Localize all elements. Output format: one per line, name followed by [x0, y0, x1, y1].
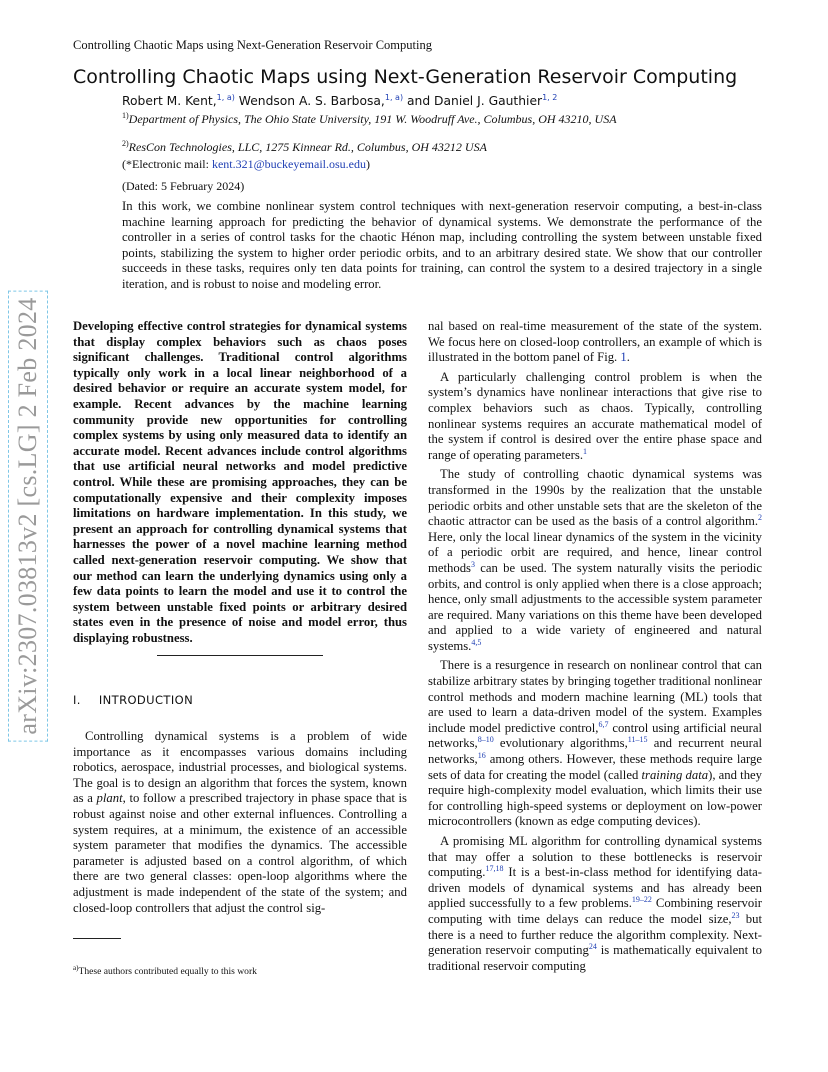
- figure-1-link[interactable]: 1: [620, 350, 627, 365]
- right-p4-text-c: Combining reservoir computing with time delays can reduce the model size,: [428, 896, 762, 926]
- citation-2[interactable]: 2: [758, 512, 762, 522]
- citation-4-5[interactable]: 4,5: [471, 637, 482, 647]
- right-paragraph-2: [428, 467, 762, 654]
- lead-paragraph: [73, 319, 407, 646]
- intro-p1-text-a: Controlling dynamical systems is a problem of wide importance as it encompasses various domains including robotics, aerospace, industrial processes, and biological systems. The goal is to design an algorithm that forces the system, known as a: [73, 729, 407, 806]
- email-prefix: (*Electronic mail:: [122, 157, 212, 171]
- section-heading: [73, 693, 193, 707]
- intro-left-column: [73, 729, 407, 916]
- section-title: INTRODUCTION: [98, 693, 194, 707]
- right-p3-training-data: training data: [641, 767, 709, 782]
- author-barbosa: Wendson A. S. Barbosa,: [238, 94, 385, 109]
- right-p3-text-e: among others. However, these methods require large sets of data for creating the model (called: [428, 752, 762, 782]
- footnote: [73, 964, 257, 977]
- right-p4-text-e: is mathematically equivalent to traditional reservoir computing: [428, 943, 762, 973]
- right-p3-text-a: There is a resurgence in research on nonlinear control that can stabilize arbitrary states by bringing together traditional nonlinear control methods and modern machine learning (ML) tools that are used to learn a data-driven model of the system. Examples include model predictive control,: [428, 658, 762, 735]
- affiliation-2: [122, 136, 642, 155]
- corresponding-email: [122, 157, 370, 172]
- citation-3[interactable]: 3: [471, 559, 475, 569]
- right-p0-text-a: nal based on real-time measurement of the state of the system. We focus here on closed-loop controllers, an example of which is illustrated in the bottom panel of Fig.: [428, 319, 762, 365]
- citation-23[interactable]: 23: [731, 910, 740, 920]
- author-kent: Robert M. Kent,: [122, 94, 217, 109]
- lead-text: Developing effective control strategies for dynamical systems that display complex behaviors such as chaos poses significant challenges. Traditional control algorithms typically only work in a local linear neighborhood of a desired behavior or require an accurate system model, for example. Recent advances by the machine learning community provide new opportunities for controlling complex systems by using only measured data to identify an accurate model. Recent advances include control algorithms that use artificial neural networks and model predictive control. While these are promising approaches, they can be computationally expensive and their complexity imposes limitations on hardware implementation. In this study, we present an approach for controlling dynamical systems that harnesses the power of a novel machine learning method called next-generation reservoir computing. We show that our method can learn the underlying dynamics using only a few data points to learn the model and use it to control the system between unstable fixed points or arbitrary desired states even in the presence of noise and model error, thus displaying robustness.: [73, 319, 407, 645]
- arxiv-stamp[interactable]: [8, 266, 48, 766]
- right-p4-text-a: A promising ML algorithm for controlling dynamical systems that may offer a solution to these bottlenecks is reservoir computing.: [428, 834, 762, 880]
- right-p0-text-b: .: [626, 350, 630, 365]
- citation-1[interactable]: 1: [583, 446, 587, 456]
- footnote-mark: a): [73, 964, 79, 972]
- right-p1-text-a: A particularly challenging control problem is when the system’s dynamics have nonlinear interactions that give rise to complex behaviors such as chaos. Typically, controlling nonlinear systems requires an accurate mathematical model of the system if control is desired over the entire phase space and range of operating parameters.: [428, 369, 762, 462]
- affiliation-2-number: 2): [122, 139, 129, 148]
- right-p3-text-d: and recurrent neural networks,: [428, 736, 762, 767]
- affiliation-2-text: ResCon Technologies, LLC, 1275 Kinnear Rd., Columbus, OH 43212 USA: [128, 140, 487, 154]
- citation-19-22[interactable]: 19–22: [631, 895, 652, 905]
- author-kent-affil[interactable]: 1, a): [216, 93, 235, 102]
- affiliation-1: [122, 108, 642, 127]
- citation-24[interactable]: 24: [588, 941, 597, 951]
- footnote-text: These authors contributed equally to this work: [78, 966, 257, 978]
- right-p3-text-c: evolutionary algorithms,: [493, 736, 628, 751]
- right-p3-text-b: control using artificial neural networks,: [428, 720, 762, 751]
- right-p2-text-c: can be used. The system naturally visits the periodic orbits, and control is only applied when there is a close approach; hence, only small adjustments to the accessible system parameter are required. Many variations on this theme have been developed and applied to a wide variety of engineered and natural systems.: [428, 560, 762, 653]
- affiliation-1-text: Department of Physics, The Ohio State University, 191 W. Woodruff Ave., Columbus, OH 43210, USA: [128, 112, 617, 126]
- author-gauthier: and Daniel J. Gauthier: [406, 94, 543, 109]
- right-paragraph-3: [428, 658, 762, 830]
- right-paragraph-0: [428, 319, 762, 366]
- right-p4-text-d: but there is a need to further reduce the algorithm complexity. Next-generation reservoir computing: [428, 911, 763, 958]
- author-list: [122, 93, 557, 108]
- citation-8-10[interactable]: 8–10: [477, 735, 494, 745]
- affiliation-1-number: 1): [122, 111, 129, 120]
- right-paragraph-1: [428, 370, 762, 464]
- author-gauthier-affil: 1, 2: [542, 93, 558, 102]
- date-line: (Dated: 5 February 2024): [122, 179, 245, 193]
- section-number: I.: [73, 693, 81, 707]
- right-p2-text-a: The study of controlling chaotic dynamical systems was transformed in the 1990s by the realization that the unstable periodic orbits and other unstable sets that are the skeleton of the chaotic attractor can be used as the basis of a control algorithm.: [428, 467, 762, 529]
- intro-paragraph-1: [73, 729, 407, 916]
- author-barbosa-affil[interactable]: 1, a): [384, 93, 404, 102]
- right-p3-text-f: ), and they require high-complexity model evaluation, which limits their use for controlling high-speed systems or deployment on low-power microcontrollers (known as edge computing devices).: [428, 767, 763, 829]
- right-paragraph-4: [428, 834, 762, 974]
- running-head: Controlling Chaotic Maps using Next-Generation Reservoir Computing: [73, 38, 432, 52]
- citation-6-7[interactable]: 6,7: [598, 719, 609, 729]
- arxiv-stamp-text[interactable]: arXiv:2307.03813v2 [cs.LG] 2 Feb 2024: [8, 290, 48, 741]
- intro-p1-plant: plant: [96, 791, 123, 806]
- paper-title: Controlling Chaotic Maps using Next-Generation Reservoir Computing: [73, 66, 738, 88]
- footnote-divider: [73, 938, 121, 939]
- citation-16[interactable]: 16: [477, 750, 486, 760]
- citation-17-18[interactable]: 17,18: [485, 863, 504, 873]
- email-link[interactable]: kent.321@buckeyemail.osu.edu: [211, 157, 366, 171]
- right-p4-text-b: It is a best-in-class method for identifying data-driven models of dynamical systems and has already been applied successfully to a few problems.: [428, 865, 762, 911]
- right-column: [428, 319, 762, 974]
- right-p2-text-b: Here, only the local linear dynamics of the system in the vicinity of a periodic orbit are required, and hence, linear control methods: [428, 529, 762, 575]
- citation-11-15[interactable]: 11–15: [627, 735, 648, 745]
- lead-divider: [157, 655, 323, 656]
- intro-p1-text-b: , to follow a prescribed trajectory in phase space that is robust against noise and other external influences. Controlling a system requires, at a minimum, the existence of an accessible system parameter that modifies the dynamics. The accessible parameter is adjusted based on a control algorithm, of which there are two general classes: open-loop algorithms where the adjustment is made independent of the state of the system; and closed-loop controllers that adjust the control sig-: [73, 791, 407, 915]
- email-suffix: ): [365, 157, 370, 171]
- abstract: In this work, we combine nonlinear system control techniques with next-generation reservoir computing, a best-in-class machine learning approach for predicting the behavior of dynamical systems. We demonstrate the performance of the controller in a series of control tasks for the chaotic Hénon map, including controlling the system between unstable fixed points, stabilizing the system to higher order periodic orbits, and to an arbitrary desired state. We show that our controller succeeds in these tasks, requires only ten data points for training, can control the system to a desired trajectory in a single iteration, and is robust to noise and modeling error.: [122, 199, 762, 291]
